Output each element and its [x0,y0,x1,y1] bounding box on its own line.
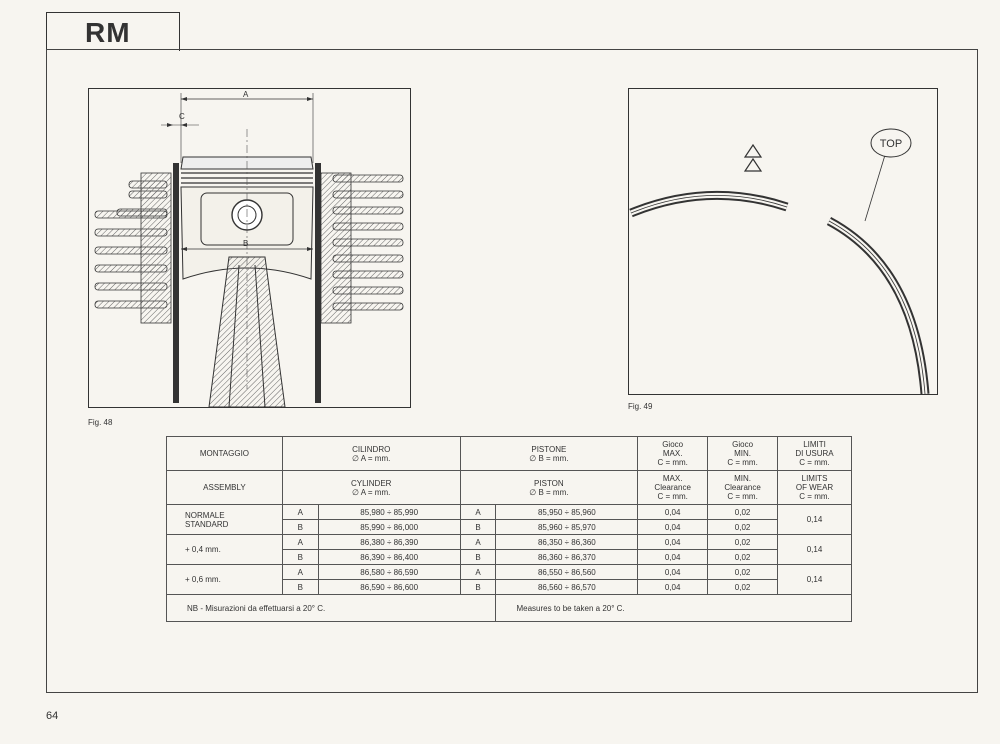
max-clearance-cell: 0,04 [638,505,708,520]
min-clearance-cell: 0,02 [708,550,778,565]
table-row [167,535,852,550]
note-english: Measures to be taken a 20° C. [496,595,852,622]
min-clearance-cell: 0,02 [708,580,778,595]
cyl-value-cell: 85,980 ÷ 85,990 [318,505,460,520]
cyl-class-cell: A [282,505,318,520]
cyl-class-cell: A [282,535,318,550]
header-limiti: LIMITI DI USURA C = mm. [778,437,852,471]
max-clearance-cell: 0,04 [638,580,708,595]
figure-49 [628,88,938,395]
cylinder-piston-diagram [89,89,410,407]
header-gioco-max: Gioco MAX. C = mm. [638,437,708,471]
min-clearance-cell: 0,02 [708,505,778,520]
section-tab [46,12,180,51]
group-label: NORMALE STANDARD [167,505,283,535]
pis-value-cell: 86,350 ÷ 86,360 [496,535,638,550]
max-clearance-cell: 0,04 [638,565,708,580]
table-row [167,505,852,520]
wear-limit-cell: 0,14 [778,535,852,565]
dimension-c-label: C [179,112,185,121]
figure-48-caption: Fig. 48 [88,418,113,427]
header-pistone: PISTONE ∅ B = mm. [460,437,638,471]
table-note-row [167,595,852,622]
max-clearance-cell: 0,04 [638,550,708,565]
pis-class-cell: A [460,535,496,550]
header-montaggio: MONTAGGIO [167,437,283,471]
pis-class-cell: B [460,550,496,565]
pis-value-cell: 86,550 ÷ 86,560 [496,565,638,580]
min-clearance-cell: 0,02 [708,535,778,550]
header-cilindro: CILINDRO ∅ A = mm. [282,437,460,471]
pis-class-cell: B [460,520,496,535]
cyl-value-cell: 86,380 ÷ 86,390 [318,535,460,550]
group-label: + 0,6 mm. [167,565,283,595]
pis-class-cell: A [460,565,496,580]
group-label: + 0,4 mm. [167,535,283,565]
max-clearance-cell: 0,04 [638,535,708,550]
cyl-value-cell: 85,990 ÷ 86,000 [318,520,460,535]
pis-class-cell: A [460,505,496,520]
cyl-class-cell: A [282,565,318,580]
pis-value-cell: 85,960 ÷ 85,970 [496,520,638,535]
piston-ring-diagram [629,89,937,394]
cyl-value-cell: 86,590 ÷ 86,600 [318,580,460,595]
dimension-a-label: A [243,90,249,99]
header-assembly: ASSEMBLY [167,471,283,505]
pis-value-cell: 86,560 ÷ 86,570 [496,580,638,595]
pis-value-cell: 86,360 ÷ 86,370 [496,550,638,565]
min-clearance-cell: 0,02 [708,565,778,580]
section-tab-label: RM [85,17,131,48]
ring-mark-icon [745,145,761,171]
min-clearance-cell: 0,02 [708,520,778,535]
header-cylinder: CYLINDER ∅ A = mm. [282,471,460,505]
cyl-class-cell: B [282,550,318,565]
pis-value-cell: 85,950 ÷ 85,960 [496,505,638,520]
clearance-table [166,436,852,622]
cyl-class-cell: B [282,580,318,595]
page-number: 64 [46,710,59,722]
note-italian: NB - Misurazioni da effettuarsi a 20° C. [167,595,496,622]
header-piston: PISTON ∅ B = mm. [460,471,638,505]
cyl-class-cell: B [282,520,318,535]
header-max-clearance: MAX. Clearance C = mm. [638,471,708,505]
table-row [167,565,852,580]
figure-48 [88,88,411,408]
figure-49-caption: Fig. 49 [628,402,653,411]
pis-class-cell: B [460,580,496,595]
dimension-b-label: B [243,239,249,248]
wear-limit-cell: 0,14 [778,505,852,535]
max-clearance-cell: 0,04 [638,520,708,535]
wear-limit-cell: 0,14 [778,565,852,595]
cyl-value-cell: 86,580 ÷ 86,590 [318,565,460,580]
header-gioco-min: Gioco MIN. C = mm. [708,437,778,471]
cyl-value-cell: 86,390 ÷ 86,400 [318,550,460,565]
top-marking-label: TOP [879,138,903,150]
header-limits: LIMITS OF WEAR C = mm. [778,471,852,505]
header-min-clearance: MIN. Clearance C = mm. [708,471,778,505]
